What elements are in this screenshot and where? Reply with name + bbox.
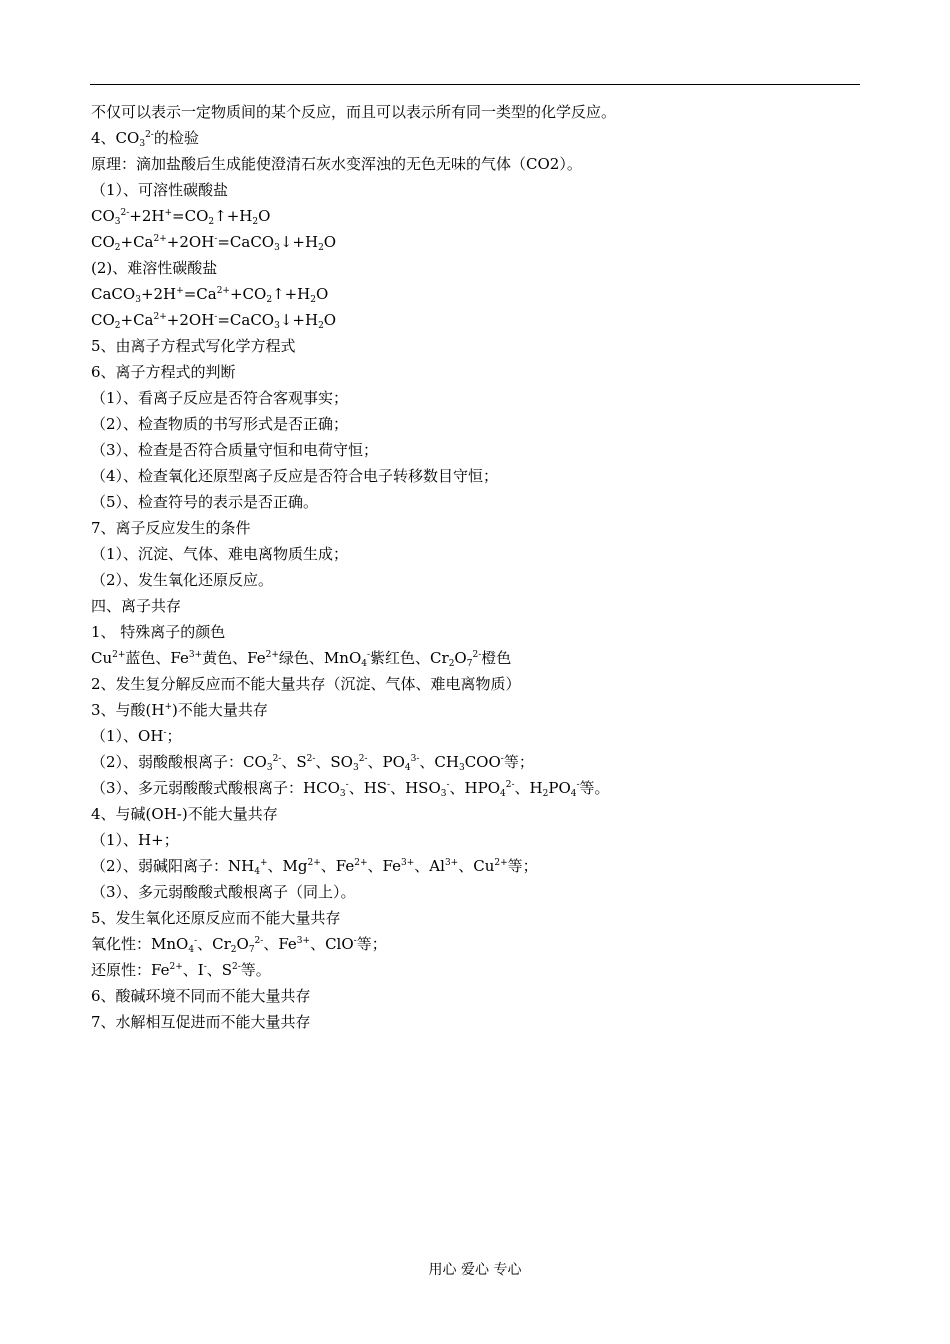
text-run: )不能大量共存 <box>172 701 268 719</box>
subscript: 2 <box>318 243 324 253</box>
text-run: （4）、检查氧化还原型离子反应是否符合电子转移数目守恒； <box>91 467 499 485</box>
text-run: 、Fe <box>367 857 402 875</box>
text-line <box>91 151 861 177</box>
text-run: （1）、H+； <box>91 831 179 849</box>
text-line <box>91 515 861 541</box>
text-run: ↑+H <box>214 207 253 225</box>
superscript: 2- <box>272 754 282 764</box>
text-run: 、PO <box>367 753 405 771</box>
text-run: 等； <box>503 753 534 771</box>
text-line <box>91 177 861 203</box>
text-line <box>91 853 861 879</box>
superscript: 2+ <box>216 286 230 296</box>
text-run: O <box>258 207 271 225</box>
text-run: 、Al <box>414 857 445 875</box>
superscript: - <box>214 312 218 322</box>
text-line <box>91 697 861 723</box>
subscript: 2 <box>252 217 259 227</box>
text-run: （2）、弱酸酸根离子：CO <box>91 753 267 771</box>
text-run: 等。 <box>240 961 271 979</box>
superscript: 2+ <box>494 858 508 868</box>
superscript: 2- <box>120 208 130 218</box>
text-run: CaCO <box>91 285 136 303</box>
text-line <box>91 1009 861 1035</box>
subscript: 3 <box>139 139 146 149</box>
text-run: 5、由离子方程式写化学方程式 <box>91 337 296 355</box>
superscript: - <box>345 780 349 790</box>
text-run: 、Cu <box>458 857 495 875</box>
superscript: 3+ <box>296 936 311 946</box>
text-run: 、Cr <box>197 935 231 953</box>
text-run: =CO <box>172 207 209 225</box>
text-run: O <box>323 311 337 329</box>
subscript: 4 <box>361 659 367 669</box>
subscript: 3 <box>458 763 465 773</box>
text-run: （1）、可溶性碳酸盐 <box>91 181 229 199</box>
text-run: CO <box>91 233 115 251</box>
text-line <box>91 229 861 255</box>
text-run: =Ca <box>183 285 217 303</box>
text-run: 6、离子方程式的判断 <box>91 363 236 381</box>
superscript: - <box>446 780 450 790</box>
text-run: 、Mg <box>267 857 308 875</box>
subscript: 2 <box>310 295 316 305</box>
text-run: 、Fe <box>320 857 355 875</box>
text-run: 、S <box>281 753 307 771</box>
text-run: =CaCO <box>217 233 275 251</box>
text-line <box>91 983 861 1009</box>
subscript: 2 <box>230 945 237 955</box>
superscript: 3+ <box>188 650 203 660</box>
subscript: 2 <box>208 217 215 227</box>
text-run: 、Fe <box>263 935 297 953</box>
subscript: 7 <box>466 659 473 669</box>
text-run: （2）、弱碱阳离子：NH <box>91 857 255 875</box>
text-run: 4、与碱(OH-)不能大量共存 <box>91 805 278 823</box>
superscript: - <box>366 650 371 660</box>
text-run: 、HSO <box>390 779 441 797</box>
text-run: 原理：滴加盐酸后生成能使澄清石灰水变浑浊的无色无味的气体（CO2）。 <box>91 155 582 173</box>
text-line <box>91 567 861 593</box>
text-line <box>91 489 861 515</box>
subscript: 4 <box>404 763 411 773</box>
text-run: =CaCO <box>217 311 275 329</box>
text-run: 、HS <box>348 779 388 797</box>
text-line <box>91 99 861 125</box>
text-run: +Ca <box>120 233 154 251</box>
text-run: （2）、检查物质的书写形式是否正确； <box>91 415 349 433</box>
superscript: 2+ <box>354 858 368 868</box>
superscript: 3- <box>410 754 420 764</box>
text-line <box>91 905 861 931</box>
text-line <box>91 541 861 567</box>
text-run: CO <box>91 311 115 329</box>
text-run: +CO <box>229 285 267 303</box>
text-line <box>91 411 861 437</box>
subscript: 2 <box>448 659 455 669</box>
subscript: 3 <box>135 295 141 305</box>
superscript: 2- <box>306 754 316 764</box>
superscript: - <box>387 780 391 790</box>
text-line <box>91 723 861 749</box>
subscript: 2 <box>318 321 324 331</box>
superscript: - <box>214 234 218 244</box>
subscript: 2 <box>266 295 273 305</box>
text-run: 橙色 <box>481 649 512 667</box>
page-footer: 用心 爱心 专心 <box>428 1262 522 1278</box>
text-run: +2OH <box>166 311 215 329</box>
text-line <box>91 879 861 905</box>
text-run: 紫红色、Cr <box>370 649 449 667</box>
text-run: （3）、多元弱酸酸式酸根离子（同上）。 <box>91 883 356 901</box>
text-run: (2)、难溶性碳酸盐 <box>91 259 218 277</box>
superscript: - <box>576 780 580 790</box>
superscript: - <box>500 754 504 764</box>
text-run: 1、 特殊离子的颜色 <box>91 623 226 641</box>
text-run: CO <box>91 207 115 225</box>
text-run: +2H <box>140 285 177 303</box>
text-run: 还原性：Fe <box>91 961 170 979</box>
text-run: 等； <box>507 857 538 875</box>
text-line <box>91 125 861 151</box>
subscript: 4 <box>188 945 195 955</box>
text-line <box>91 359 861 385</box>
text-run: 、H <box>514 779 543 797</box>
text-run: 等； <box>356 935 387 953</box>
text-line <box>91 671 861 697</box>
superscript: 2+ <box>169 962 183 972</box>
text-run: 黄色、Fe <box>202 649 266 667</box>
subscript: 3 <box>274 321 280 331</box>
text-run: 3、与酸(H <box>91 701 165 719</box>
subscript: 3 <box>440 789 447 799</box>
superscript: + <box>164 702 173 712</box>
subscript: 3 <box>266 763 273 773</box>
superscript: 2- <box>232 962 241 972</box>
text-run: （1）、看离子反应是否符合客观事实； <box>91 389 349 407</box>
text-run: （2）、发生氧化还原反应。 <box>91 571 274 589</box>
text-line <box>91 281 861 307</box>
text-line <box>91 775 861 801</box>
subscript: 3 <box>352 763 359 773</box>
superscript: - <box>194 936 198 946</box>
superscript: 2+ <box>112 650 126 660</box>
text-run: 、S <box>206 961 233 979</box>
text-run: O <box>323 233 337 251</box>
text-line <box>91 307 861 333</box>
text-run: 2、发生复分解反应而不能大量共存（沉淀、气体、难电离物质） <box>91 675 521 693</box>
superscript: - <box>163 728 167 738</box>
text-run: 、CH <box>419 753 459 771</box>
superscript: 2- <box>472 650 482 660</box>
text-run: O <box>454 649 467 667</box>
superscript: 2- <box>145 130 154 140</box>
text-run: 氧化性：MnO <box>91 935 189 953</box>
superscript: 2- <box>254 936 264 946</box>
text-run: （3）、检查是否符合质量守恒和电荷守恒； <box>91 441 379 459</box>
text-line <box>91 957 861 983</box>
superscript: - <box>353 936 357 946</box>
text-line <box>91 593 861 619</box>
text-run: ； <box>166 727 182 745</box>
subscript: 7 <box>248 945 255 955</box>
superscript: + <box>164 208 173 218</box>
text-run: 等。 <box>579 779 610 797</box>
superscript: + <box>176 286 184 296</box>
document-body <box>91 99 861 1035</box>
superscript: 2+ <box>265 650 279 660</box>
text-run: +2OH <box>166 233 215 251</box>
text-line <box>91 463 861 489</box>
text-run: （1）、沉淀、气体、难电离物质生成； <box>91 545 349 563</box>
superscript: 2+ <box>307 858 321 868</box>
subscript: 2 <box>542 789 549 799</box>
text-run: （5）、检查符号的表示是否正确。 <box>91 493 319 511</box>
text-run: 4、CO <box>91 129 140 147</box>
text-line <box>91 619 861 645</box>
subscript: 4 <box>570 789 577 799</box>
text-line <box>91 385 861 411</box>
text-line <box>91 333 861 359</box>
text-run: 、I <box>182 961 204 979</box>
superscript: 2+ <box>153 312 167 322</box>
text-line <box>91 749 861 775</box>
text-line <box>91 931 861 957</box>
text-run: 的检验 <box>153 129 199 147</box>
text-run: 、HPO <box>449 779 501 797</box>
subscript: 3 <box>274 243 280 253</box>
text-line <box>91 645 861 671</box>
text-line <box>91 437 861 463</box>
text-run: +2H <box>129 207 165 225</box>
text-run: 四、离子共存 <box>91 597 182 615</box>
text-run: 、SO <box>315 753 353 771</box>
superscript: 2- <box>358 754 368 764</box>
text-run: ↓+H <box>279 233 319 251</box>
text-run: 7、水解相互促进而不能大量共存 <box>91 1013 311 1031</box>
text-line <box>91 801 861 827</box>
text-run: 5、发生氧化还原反应而不能大量共存 <box>91 909 341 927</box>
text-run: O <box>316 285 329 303</box>
text-run: O <box>236 935 249 953</box>
text-line <box>91 203 861 229</box>
text-run: +Ca <box>120 311 154 329</box>
text-run: 7、离子反应发生的条件 <box>91 519 251 537</box>
text-line <box>91 255 861 281</box>
subscript: 4 <box>254 867 260 877</box>
superscript: 3+ <box>444 858 459 868</box>
superscript: + <box>260 858 268 868</box>
superscript: 3+ <box>401 858 415 868</box>
text-run: 蓝色、Fe <box>125 649 189 667</box>
text-run: 6、酸碱环境不同而不能大量共存 <box>91 987 311 1005</box>
text-line <box>91 827 861 853</box>
text-run: ↑+H <box>272 285 311 303</box>
header-rule <box>90 84 860 85</box>
subscript: 3 <box>114 217 121 227</box>
text-run: Cu <box>91 649 113 667</box>
text-run: ↓+H <box>279 311 319 329</box>
subscript: 3 <box>339 789 346 799</box>
subscript: 2 <box>114 243 121 253</box>
text-run: COO <box>464 753 501 771</box>
text-run: （1）、OH <box>91 727 164 745</box>
text-run: 、ClO <box>310 935 354 953</box>
text-run: 不仅可以表示一定物质间的某个反应，而且可以表示所有同一类型的化学反应。 <box>91 103 617 121</box>
superscript: 2- <box>505 780 515 790</box>
text-run: （3）、多元弱酸酸式酸根离子：HCO <box>91 779 340 797</box>
subscript: 2 <box>114 321 121 331</box>
text-run: PO <box>548 779 571 797</box>
superscript: - <box>203 962 207 972</box>
subscript: 4 <box>500 789 506 799</box>
text-run: 绿色、MnO <box>278 649 362 667</box>
superscript: 2+ <box>153 234 167 244</box>
